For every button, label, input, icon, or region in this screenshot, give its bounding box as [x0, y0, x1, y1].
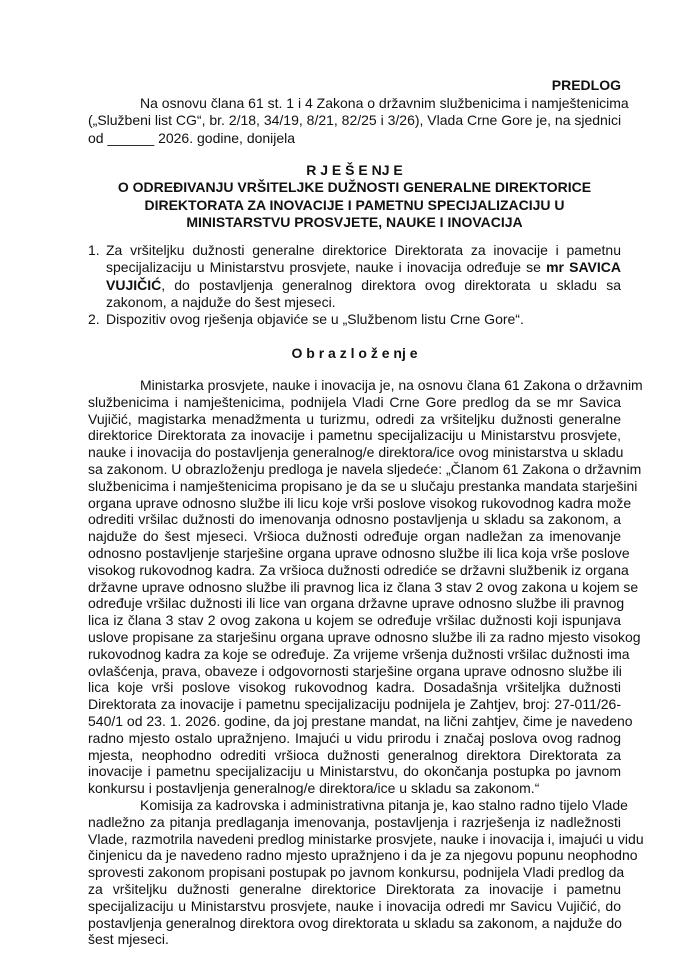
paragraph-line: uslove propisane za starješinu organa uprave odnosno službe ili za radno mjesto visokog — [88, 628, 641, 645]
preamble — [88, 95, 629, 147]
paragraph-line: Vlade, razmotrila navedeni predlog ministarke prosvjete, nauke i inovacija i, imajući u vidu — [88, 830, 644, 847]
item-text: specijalizaciju u Ministarstvu prosvjete, nauke i inovacija određuje se — [106, 259, 547, 276]
paragraph-line: odnosno postavljenje starješine organa uprave odnosno službe ili lica koja vrše poslove — [88, 544, 630, 561]
paragraph-line: lica iz člana 3 stav 2 ovog zakona u kojem se određuje vršilac dužnosti koji ispunjava — [88, 612, 621, 629]
proposal-label: PREDLOG — [551, 77, 621, 93]
paragraph-line: nadležno za pitanja predlaganja imenovanja, postavljenja i razrješenja iz nadležnosti — [88, 813, 621, 830]
paragraph-line: direktorice Direktorata za inovacije i pametnu specijalizaciju u Ministarstvu prosvjete, — [88, 427, 621, 444]
preamble-line: od ______ 2026. godine, donijela — [88, 129, 296, 146]
paragraph-line: konkursu i postavljenja generalnog/e direktora/ice u skladu sa zakonom.“ — [88, 780, 540, 797]
title-line: R J E Š E NJ E — [306, 162, 403, 178]
paragraph-line: 540/1 od 23. 1. 2026. godine, da joj prestane mandat, na lični zahtjev, čime je navedeno — [88, 712, 633, 729]
title-line: DIREKTORATA ZA INOVACIJE I PAMETNU SPECIJALIZACIJU U — [144, 196, 565, 213]
paragraph-line: činjenicu da je navedeno radno mjesto upražnjeno i da je za njegovu popunu neophodno — [88, 847, 638, 864]
paragraph-line: Komisija za kadrovska i administrativna pitanja je, kao stalno radno tijelo Vlade — [140, 797, 628, 813]
paragraph-line: Vujičić, magistarka menadžmenta u turizmu, odredi za vršiteljku dužnosti generalne — [88, 410, 621, 427]
item-text: , do postavljenja generalnog direktora ovog direktorata u skladu sa — [161, 276, 621, 293]
item-number: 1. — [88, 242, 100, 258]
decision-items — [88, 242, 621, 332]
preamble-line: Na osnovu člana 61 st. 1 i 4 Zakona o državnim službenicima i namještenicima — [140, 95, 629, 111]
paragraph-line: određuje vršilac dužnosti ili lice van organa državne uprave odnosno službe ili pravnog — [88, 595, 625, 612]
appointee-name: mr SAVICA — [546, 259, 621, 276]
paragraph-line: službenicima i namještenicima, podnijela Vladi Crne Gore predlog da se mr Savica — [88, 393, 621, 410]
reasoning-paragraph-2 — [88, 797, 644, 948]
list-item — [106, 242, 621, 311]
decision-title — [88, 162, 621, 231]
item-number: 2. — [88, 311, 100, 328]
paragraph-line: Direktorata za inovacije i pametnu specijalizaciju podnijela je Zahtjev, broj: 27-011/26- — [88, 696, 621, 713]
paragraph-line: lica koje vrši poslove visokog rukovodnog kadra. Dosadašnja vršiteljka dužnosti — [88, 679, 621, 696]
reasoning-heading: O b r a z l o ž e nj e — [291, 345, 418, 361]
paragraph-line: mjesta, neophodno odrediti vršioca dužnosti generalnog direktora Direktorata za — [88, 746, 621, 763]
paragraph-line: šest mjeseci. — [88, 931, 169, 948]
paragraph-line: sprovesti zakonom propisani postupak po javnom konkursu, podnijela Vladi predlog da — [88, 864, 625, 881]
paragraph-line: najduže do šest mjeseci. Vršioca dužnosti određuje organ nadležan za imenovanje — [88, 528, 621, 545]
paragraph-line: organa uprave odnosno službe ili licu koje vrši poslove visokog rukovodnog kadra može — [88, 494, 632, 511]
item-line — [106, 259, 621, 276]
paragraph-line: za vršiteljku dužnosti generalne direktorice Direktorata za inovacije i pametnu — [88, 880, 621, 897]
preamble-line: („Službeni list CG“, br. 2/18, 34/19, 8/21, 82/25 i 3/26), Vlada Crne Gore je, na sjednici — [88, 112, 622, 129]
paragraph-line: ovlašćenja, prava, obaveze i odgovornosti starješine organa uprave odnosno službe ili — [88, 662, 622, 679]
item-line: Za vršiteljku dužnosti generalne direktorice Direktorata za inovacije i pametnu — [106, 242, 621, 258]
paragraph-line: odrediti vršilac dužnosti do imenovanja odnosno postavljenja u skladu sa zakonom, a — [88, 511, 621, 528]
paragraph-line: nauke i inovacija do postavljenja generalnog/e direktora/ice ovog ministarstva u skladu — [88, 444, 624, 461]
item-line: zakonom, a najduže do šest mjeseci. — [106, 293, 336, 310]
item-line — [106, 277, 621, 294]
paragraph-line: rukovodnog kadra za koje se određuje. Za vrijeme vršenja dužnosti vršilac dužnosti ima — [88, 645, 630, 662]
title-line: MINISTARSTVU PROSVJETE, NAUKE I INOVACIJA — [186, 213, 523, 230]
title-line: O ODREĐIVANJU VRŠITELJKE DUŽNOSTI GENERALNE DIREKTORICE — [117, 179, 592, 196]
paragraph-line: službenicima i namještenicima propisano je da se u slučaju prestanka mandata starješini — [88, 477, 638, 494]
reasoning-paragraph-1 — [88, 377, 643, 797]
paragraph-line: visokog rukovodnog kadra. Za vršioca dužnosti odrediće se državni službenik iz organa — [88, 561, 629, 578]
list-item — [106, 311, 621, 328]
item-line: Dispozitiv ovog rješenja objaviće se u „Službenom listu Crne Gore“. — [106, 311, 524, 328]
paragraph-line: sa zakonom. U obrazloženju predloga je navela sljedeće: „Članom 61 Zakona o državnim — [88, 460, 642, 477]
appointee-surname: VUJIČIĆ — [106, 276, 162, 293]
paragraph-line: specijalizaciju u Ministarstvu prosvjete, nauke i inovacija odredi mr Savicu Vujičić, do — [88, 897, 621, 914]
paragraph-line: Ministarka prosvjete, nauke i inovacija je, na osnovu člana 61 Zakona o državnim — [140, 377, 643, 393]
paragraph-line: postavljenja generalnog direktora ovog direktorata u skladu sa zakonom, a najduže do — [88, 914, 622, 931]
paragraph-line: radno mjesto ostalo upražnjeno. Imajući u vidu prirodu i značaj poslova ovog radnog — [88, 729, 621, 746]
paragraph-line: inovacije i pametnu specijalizaciju u Ministarstvu, do okončanja postupka po javnom — [88, 763, 621, 780]
paragraph-line: državne uprave odnosno službe ili pravnog lica iz člana 3 stav 2 ovog zakona u kojem se — [88, 578, 639, 595]
